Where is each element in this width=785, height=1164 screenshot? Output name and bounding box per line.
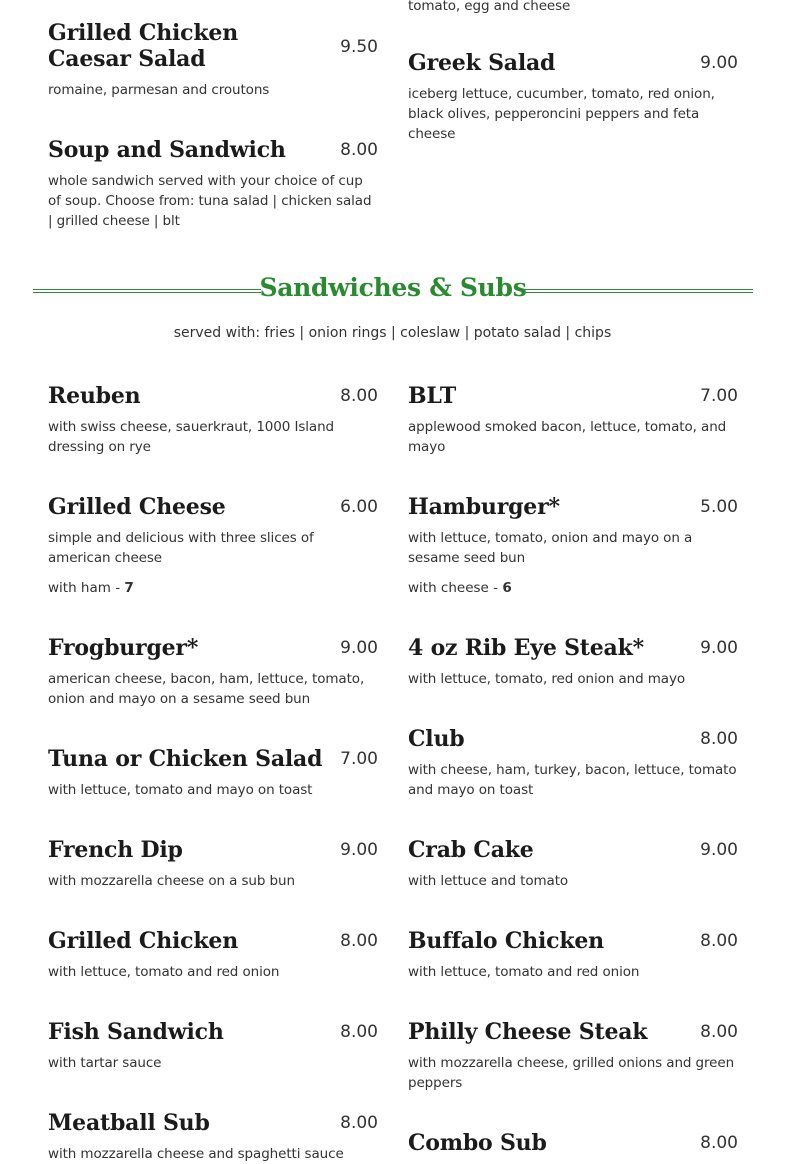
menu-item-name: Philly Cheese Steak [408, 1019, 648, 1045]
menu-item-description: with lettuce, tomato, onion and mayo on a sesame seed bun [408, 530, 693, 566]
addon-label: with cheese - [408, 580, 503, 596]
menu-item [48, 746, 378, 800]
menu-item-header [48, 928, 378, 954]
menu-item-price: 6.00 [340, 497, 378, 517]
menu-item-description: with mozzarella cheese, grilled onions and green peppers [408, 1055, 735, 1091]
menu-item-description: with cheese, ham, turkey, bacon, lettuce, tomato and mayo on toast [408, 762, 737, 798]
menu-item-header [48, 20, 378, 72]
menu-item-description: with lettuce, tomato and mayo on toast [48, 782, 313, 798]
menu-item-description: applewood smoked bacon, lettuce, tomato, and mayo [408, 419, 727, 455]
menu-item-description: whole sandwich served with your choice of cup of soup. Choose from: tuna salad | chicken salad | grilled cheese | blt [48, 173, 372, 229]
menu-item-header [408, 1130, 738, 1156]
menu-item-header [408, 383, 738, 409]
served-with-line: served with: fries | onion rings | coleslaw | potato salad | chips [173, 325, 612, 341]
menu-item [408, 1130, 738, 1156]
menu-item-header [48, 383, 378, 409]
menu-item [48, 635, 378, 709]
menu-item-price: 9.00 [700, 638, 738, 658]
menu-item-price: 9.00 [340, 840, 378, 860]
menu-item-name: BLT [408, 383, 457, 409]
addon-label: with ham - [48, 580, 125, 596]
menu-item-description: romaine, parmesan and croutons [48, 82, 270, 98]
menu-item [48, 137, 378, 231]
menu-item-header [48, 494, 378, 520]
menu-item [48, 20, 378, 100]
menu-item-price: 9.00 [700, 840, 738, 860]
menu-item-name: French Dip [48, 837, 183, 863]
cutoff-description: tomato, egg and cheese [408, 0, 571, 14]
menu-item-header [48, 137, 378, 163]
menu-item [408, 928, 738, 982]
menu-item-name: Grilled Chicken [48, 928, 238, 954]
menu-item-price: 8.00 [340, 1113, 378, 1133]
menu-item [408, 383, 738, 457]
menu-item-price: 8.00 [340, 931, 378, 951]
menu-item [48, 928, 378, 982]
menu-item-description: iceberg lettuce, cucumber, tomato, red onion, black olives, pepperoncini peppers and feta cheese [408, 86, 715, 142]
menu-item-name: Buffalo Chicken [408, 928, 604, 954]
menu-item [48, 837, 378, 891]
menu-item-name: 4 oz Rib Eye Steak* [408, 635, 644, 661]
menu-item [408, 837, 738, 891]
menu-item [408, 726, 738, 800]
menu-item-price: 7.00 [700, 386, 738, 406]
menu-item-name: Fish Sandwich [48, 1019, 224, 1045]
menu-item-header [408, 726, 738, 752]
menu-item-name: Grilled Cheese [48, 494, 226, 520]
menu-item-description: american cheese, bacon, ham, lettuce, tomato, onion and mayo on a sesame seed bun [48, 671, 365, 707]
section-rule-right [524, 289, 753, 293]
menu-item-addon [48, 578, 378, 598]
section-title: Sandwiches & Subs [259, 273, 527, 302]
menu-item-description: with swiss cheese, sauerkraut, 1000 Island dressing on rye [48, 419, 335, 455]
menu-item-header [408, 837, 738, 863]
menu-item-header [48, 746, 378, 772]
menu-item-name: Combo Sub [408, 1130, 547, 1156]
menu-item-price: 9.00 [340, 638, 378, 658]
menu-item-header [48, 1110, 378, 1136]
menu-item-price: 8.00 [340, 140, 378, 160]
menu-item-description: with mozzarella cheese and spaghetti sauce [48, 1146, 344, 1162]
menu-item-name: Meatball Sub [48, 1110, 210, 1136]
menu-item-header [408, 494, 738, 520]
menu-item-description: with mozzarella cheese on a sub bun [48, 873, 295, 889]
menu-item-price: 8.00 [340, 386, 378, 406]
menu-item [408, 50, 738, 144]
menu-item-price: 9.50 [340, 37, 378, 57]
menu-item [408, 1019, 738, 1093]
menu-item-name: Greek Salad [408, 50, 556, 76]
menu-item [48, 1110, 378, 1164]
menu-item-name: Crab Cake [408, 837, 534, 863]
menu-item-header [408, 1019, 738, 1045]
addon-price: 7 [124, 580, 134, 596]
menu-item-name: Frogburger* [48, 635, 199, 661]
menu-item-header [48, 635, 378, 661]
menu-item-description: with lettuce, tomato, red onion and mayo [408, 671, 686, 687]
menu-item-price: 8.00 [700, 729, 738, 749]
menu-item-header [408, 928, 738, 954]
menu-item [48, 494, 378, 598]
menu-item-header [408, 50, 738, 76]
menu-item [48, 383, 378, 457]
menu-item-price: 8.00 [700, 1022, 738, 1042]
menu-item-price: 7.00 [340, 749, 378, 769]
menu-item-price: 5.00 [700, 497, 738, 517]
menu-item [408, 494, 738, 598]
menu-item-price: 8.00 [700, 931, 738, 951]
menu-item-addon [408, 578, 738, 598]
menu-item-name: Grilled Chicken Caesar Salad [48, 20, 238, 72]
menu-item-name: Soup and Sandwich [48, 137, 286, 163]
menu-item-price: 9.00 [700, 53, 738, 73]
menu-item-description: simple and delicious with three slices of american cheese [48, 530, 314, 566]
menu-item-header [48, 837, 378, 863]
menu-item-name: Club [408, 726, 465, 752]
menu-item [408, 635, 738, 689]
section-header [33, 270, 753, 310]
menu-item [48, 1019, 378, 1073]
menu-item-header [48, 1019, 378, 1045]
menu-item-description: with tartar sauce [48, 1055, 162, 1071]
menu-item-description: with lettuce, tomato and red onion [48, 964, 280, 980]
menu-item-price: 8.00 [700, 1133, 738, 1153]
menu-item-name: Hamburger* [408, 494, 560, 520]
menu-item-description: with lettuce and tomato [408, 873, 569, 889]
menu-item-name: Reuben [48, 383, 141, 409]
menu-item-description: with lettuce, tomato and red onion [408, 964, 640, 980]
menu-item-name: Tuna or Chicken Salad [48, 746, 323, 772]
menu-item-header [408, 635, 738, 661]
addon-price: 6 [502, 580, 512, 596]
menu-item-price: 8.00 [340, 1022, 378, 1042]
